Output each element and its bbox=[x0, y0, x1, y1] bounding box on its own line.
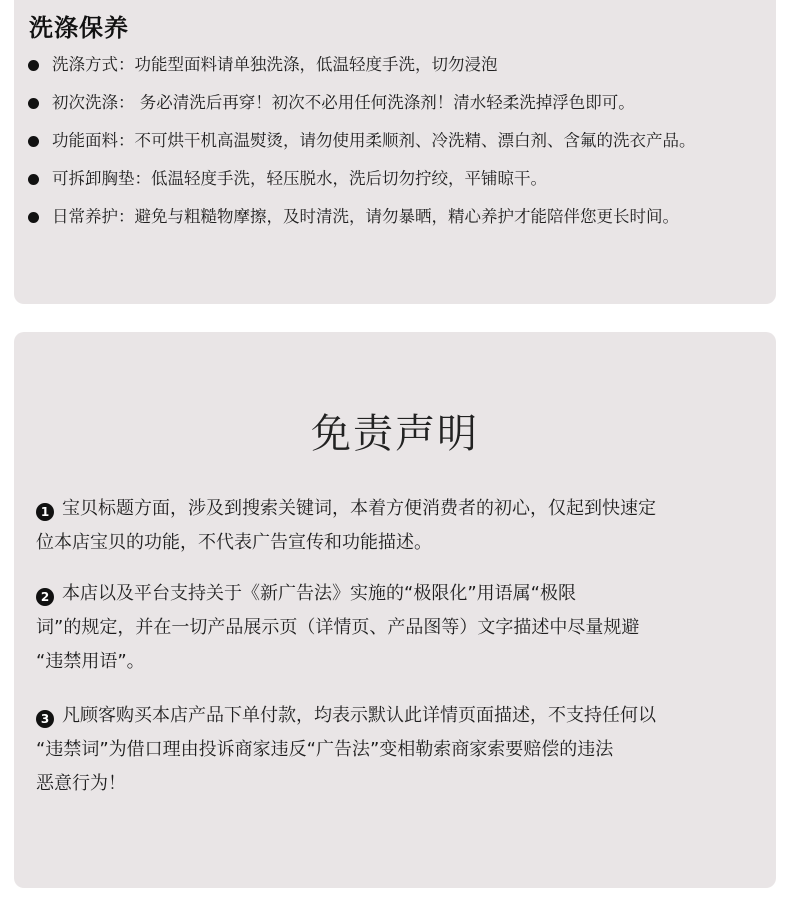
paragraph-line bbox=[36, 492, 736, 526]
care-item-text: 功能面料：不可烘干机高温熨烫，请勿使用柔顺剂、冷洗精、漂白剂、含氟的洗衣产品。 bbox=[52, 131, 696, 150]
bullet-icon bbox=[28, 60, 39, 71]
disclaimer-section bbox=[14, 332, 776, 888]
disclaimer-title: 免责声明 bbox=[311, 411, 479, 457]
number-badge-icon: 2 bbox=[36, 588, 54, 606]
care-item-text: 日常养护：避免与粗糙物摩擦，及时清洗，请勿暴晒，精心养护才能陪伴您更长时间。 bbox=[52, 207, 679, 226]
care-section bbox=[14, 0, 776, 304]
care-item-text: 初次洗涤： 务必清洗后再穿！初次不必用任何洗涤剂！清水轻柔洗掉浮色即可。 bbox=[52, 93, 635, 112]
number-badge-icon: 3 bbox=[36, 710, 54, 728]
disclaimer-paragraph-2 bbox=[36, 577, 736, 679]
paragraph-line: 位本店宝贝的功能，不代表广告宣传和功能描述。 bbox=[36, 532, 432, 553]
bullet-icon bbox=[28, 212, 39, 223]
bullet-icon bbox=[28, 98, 39, 109]
paragraph-line: “违禁用语”。 bbox=[36, 651, 145, 672]
care-item bbox=[28, 92, 696, 130]
paragraph-line bbox=[36, 577, 736, 611]
paragraph-line: “违禁词”为借口理由投诉商家违反“广告法”变相勒索商家索要赔偿的违法 bbox=[36, 739, 614, 760]
care-item bbox=[28, 168, 696, 206]
paragraph-line: 词”的规定，并在一切产品展示页（详情页、产品图等）文字描述中尽量规避 bbox=[36, 617, 640, 638]
paragraph-line bbox=[36, 699, 736, 733]
care-item-text: 可拆卸胸垫：低温轻度手洗，轻压脱水，洗后切勿拧绞，平铺晾干。 bbox=[52, 169, 547, 188]
paragraph-text: 本店以及平台支持关于《新广告法》实施的“极限化”用语属“极限 bbox=[62, 583, 576, 604]
disclaimer-paragraph-1 bbox=[36, 492, 736, 560]
bullet-icon bbox=[28, 136, 39, 147]
care-title: 洗涤保养 bbox=[29, 14, 129, 42]
care-item bbox=[28, 206, 696, 244]
disclaimer-paragraph-3 bbox=[36, 699, 736, 801]
paragraph-line: 恶意行为！ bbox=[36, 773, 126, 794]
number-badge-icon: 1 bbox=[36, 503, 54, 521]
care-item bbox=[28, 54, 696, 92]
care-item-text: 洗涤方式：功能型面料请单独洗涤，低温轻度手洗，切勿浸泡 bbox=[52, 55, 498, 74]
bullet-icon bbox=[28, 174, 39, 185]
care-item bbox=[28, 130, 696, 168]
paragraph-text: 凡顾客购买本店产品下单付款，均表示默认此详情页面描述，不支持任何以 bbox=[62, 705, 656, 726]
paragraph-text: 宝贝标题方面，涉及到搜索关键词，本着方便消费者的初心，仅起到快速定 bbox=[62, 498, 656, 519]
care-list bbox=[28, 54, 696, 244]
